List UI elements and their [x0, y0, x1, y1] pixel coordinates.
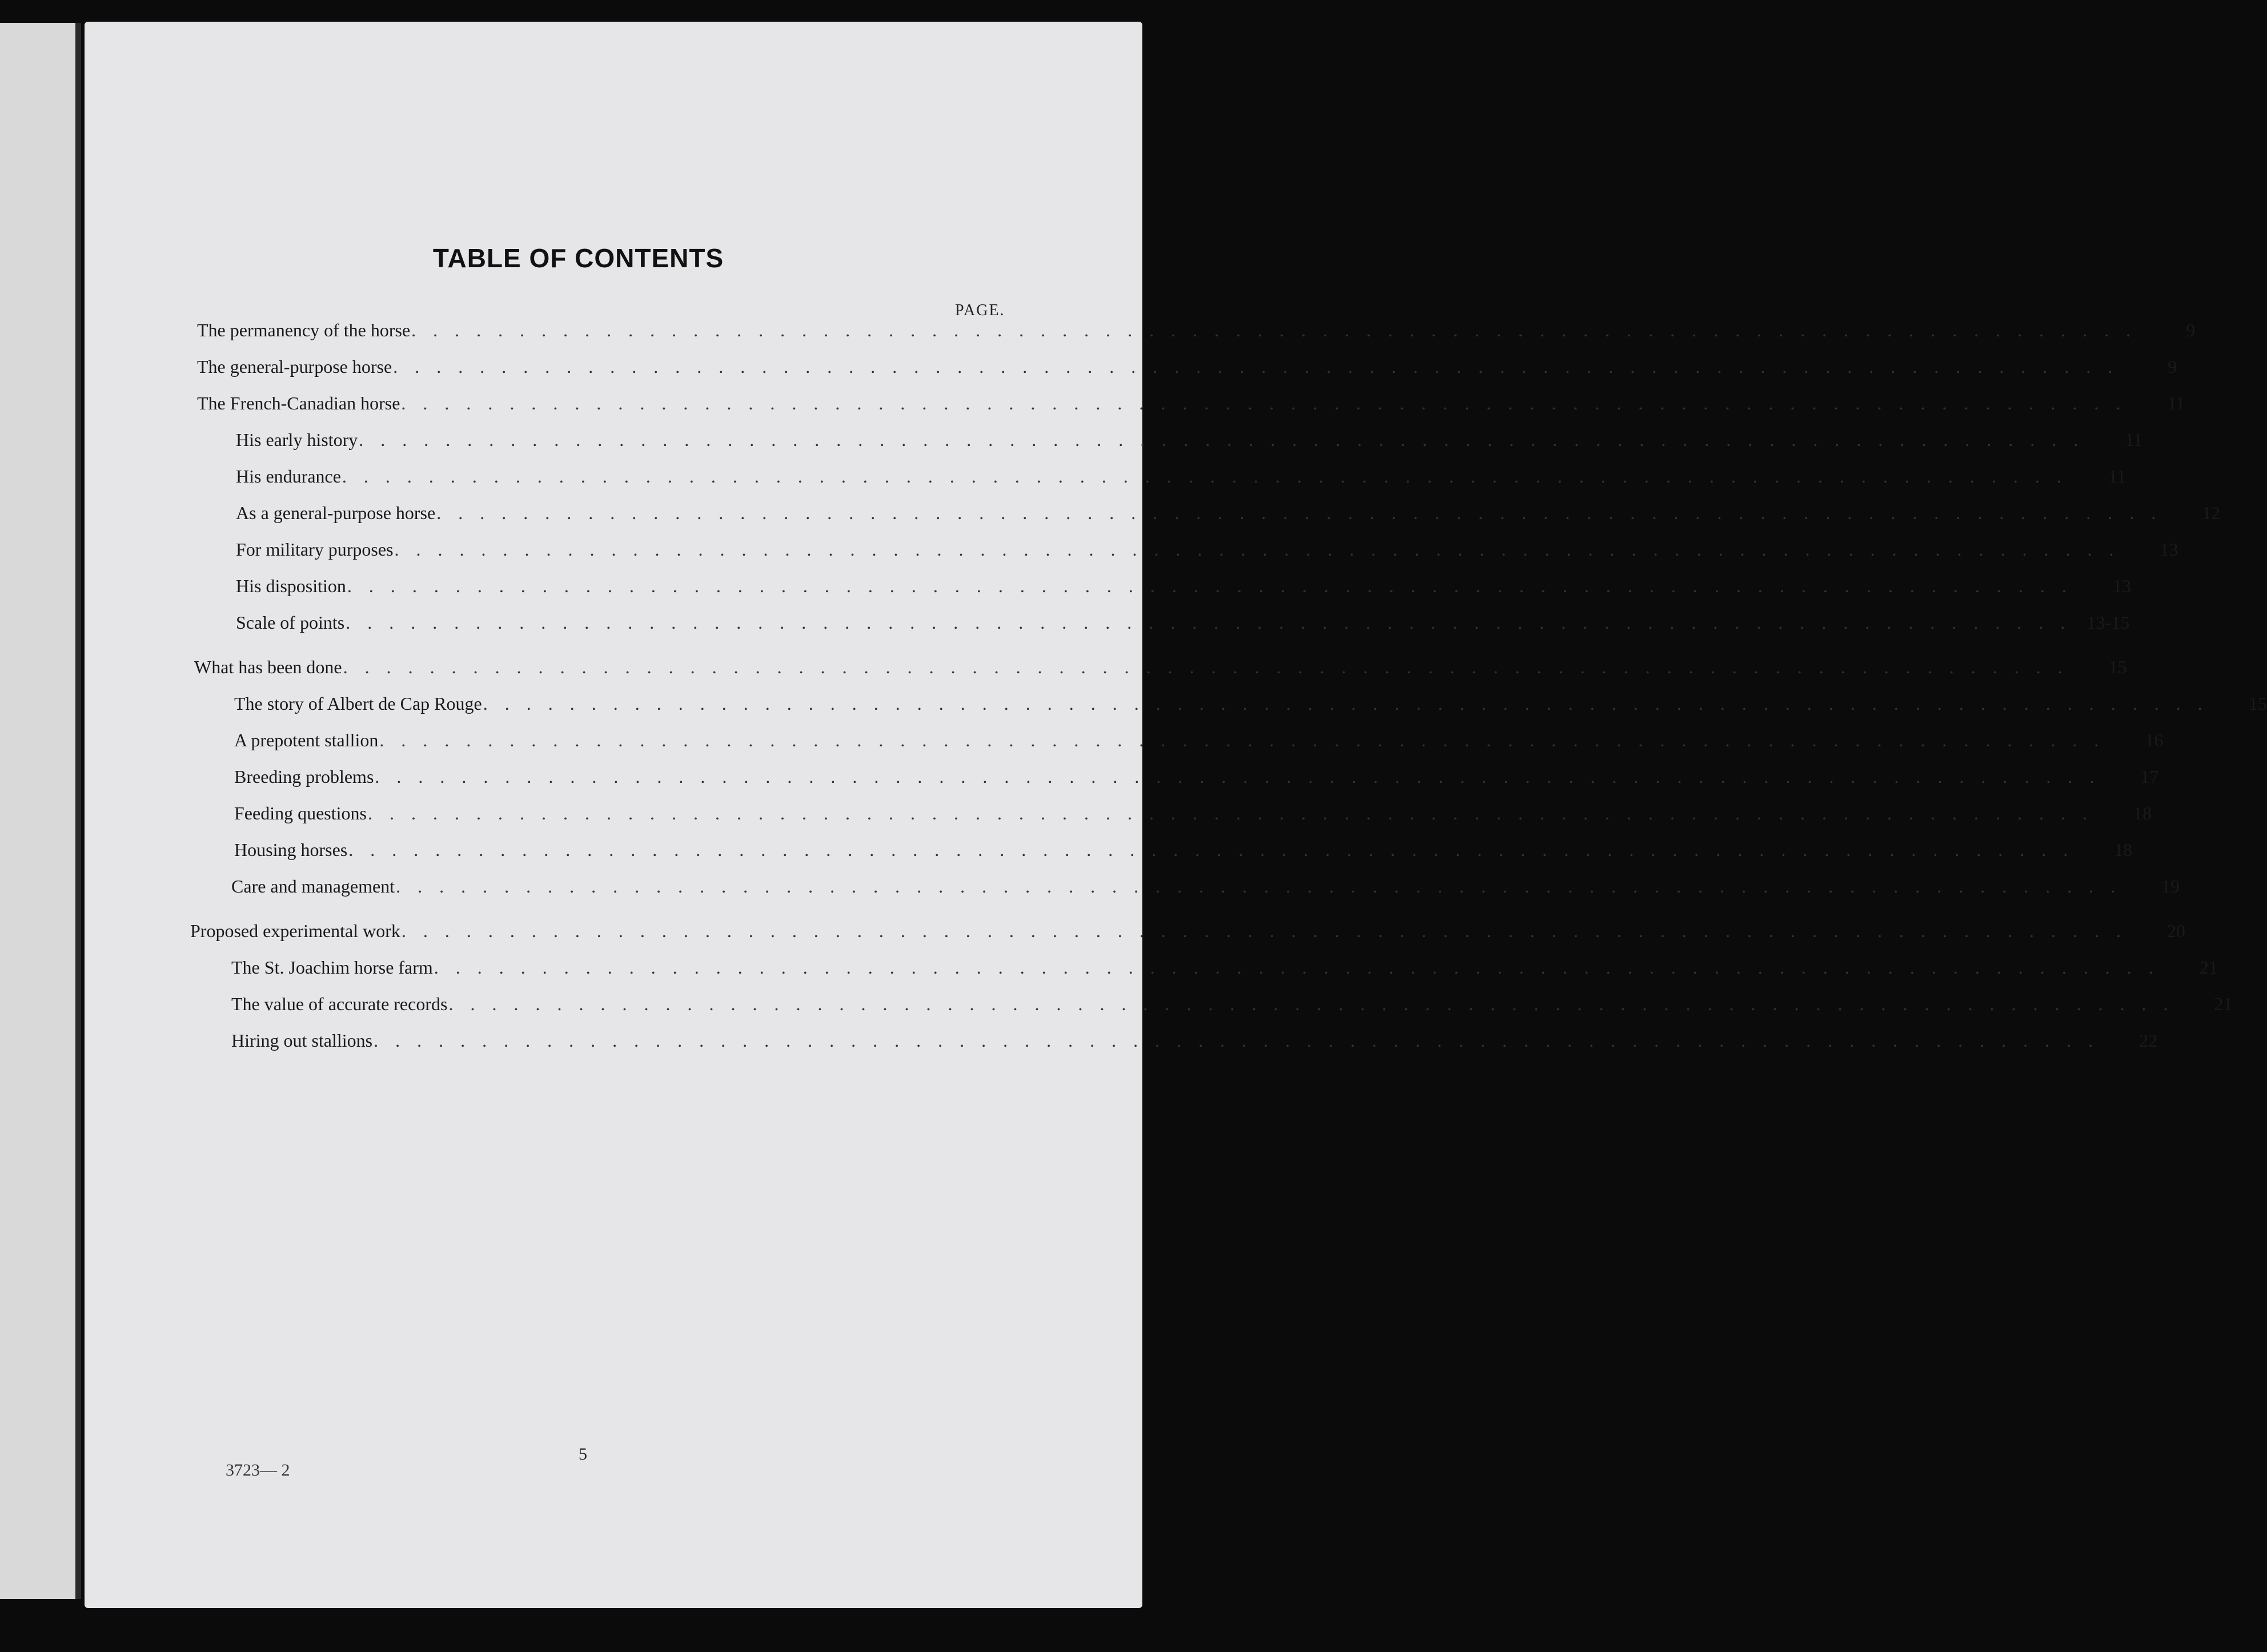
- toc-entry-label: Care and management: [231, 876, 395, 897]
- dot-leader: [395, 539, 2120, 560]
- toc-entry: [0, 320, 2196, 345]
- toc-entry: [0, 393, 2185, 418]
- page-number: 5: [579, 1445, 587, 1464]
- toc-entry: [0, 429, 2143, 455]
- toc-entry: [0, 839, 2133, 865]
- dot-leader: [402, 921, 2127, 942]
- toc-entry-label: The St. Joachim horse farm: [231, 957, 433, 978]
- toc-entry: [0, 503, 2221, 528]
- toc-entry-page: 13: [2112, 576, 2131, 596]
- toc-entry-label: As a general-purpose horse: [236, 503, 436, 523]
- dot-leader: [483, 693, 2209, 714]
- toc-entry-label: What has been done: [194, 657, 342, 677]
- toc-entry-page: 15: [2248, 693, 2267, 714]
- dot-leader: [342, 466, 2068, 487]
- dot-leader: [379, 730, 2105, 751]
- dot-leader: [401, 393, 2126, 414]
- toc-entry: [0, 766, 2159, 791]
- dot-leader: [411, 320, 2137, 341]
- toc-entry-page: 13: [2160, 539, 2178, 560]
- toc-entry-page: 17: [2140, 766, 2159, 787]
- toc-entry-page: 11: [2167, 393, 2185, 413]
- toc-entry-label: Housing horses: [234, 839, 348, 860]
- dot-leader: [343, 657, 2069, 678]
- toc-entry-label: His early history: [236, 429, 358, 450]
- toc-entry-label: The French-Canadian horse: [197, 393, 400, 413]
- toc-entry-page: 11: [2108, 466, 2126, 487]
- toc-entry-page: 21: [2199, 957, 2218, 978]
- toc-entry: [0, 539, 2178, 564]
- dot-leader: [368, 803, 2093, 824]
- toc-entry-page: 12: [2202, 503, 2221, 523]
- toc-entry: [0, 612, 2130, 637]
- toc-entry: [0, 730, 2164, 755]
- dot-leader: [448, 994, 2174, 1015]
- toc-entry-label: The value of accurate records: [231, 994, 448, 1014]
- toc-entry: [0, 994, 2233, 1019]
- toc-entry-label: Feeding questions: [234, 803, 367, 823]
- toc-entry: [0, 657, 2127, 682]
- toc-entry-label: For military purposes: [236, 539, 394, 560]
- dot-leader: [359, 429, 2084, 451]
- toc-entry: [0, 466, 2126, 491]
- toc-entry: [0, 693, 2267, 718]
- toc-entry-label: Hiring out stallions: [231, 1030, 373, 1051]
- toc-entry: [0, 957, 2218, 982]
- dot-leader: [396, 876, 2121, 897]
- toc-entry: [0, 1030, 2158, 1055]
- footer-signature-code: 3723— 2: [226, 1461, 290, 1480]
- toc-entry-page: 20: [2166, 921, 2185, 941]
- toc-entry-label: Breeding problems: [234, 766, 374, 787]
- dot-leader: [434, 957, 2160, 978]
- dot-leader: [348, 839, 2074, 861]
- toc-entry: [0, 921, 2185, 946]
- dot-leader: [374, 1030, 2099, 1051]
- toc-entry-label: The general-purpose horse: [197, 356, 392, 377]
- toc-entry-page: 15: [2108, 657, 2127, 677]
- toc-entry-page: 9: [2168, 356, 2177, 377]
- page-column-header: PAGE.: [955, 302, 1005, 319]
- toc-entry: [0, 356, 2177, 381]
- dot-leader: [346, 612, 2071, 633]
- toc-entry-page: 13-15: [2087, 612, 2130, 633]
- toc-entry-page: 16: [2145, 730, 2164, 750]
- toc-entry-page: 18: [2133, 803, 2152, 823]
- toc-entry-label: The permanency of the horse: [197, 320, 411, 340]
- toc-entry-label: Proposed experimental work: [190, 921, 400, 941]
- toc-entry-page: 9: [2186, 320, 2196, 340]
- toc-entry: [0, 576, 2131, 601]
- toc-entry-label: A prepotent stallion: [234, 730, 379, 750]
- dot-leader: [375, 766, 2100, 787]
- toc-entry-page: 11: [2125, 429, 2143, 450]
- page-title: TABLE OF CONTENTS: [432, 243, 724, 273]
- dot-leader: [393, 356, 2118, 377]
- toc-entry: [0, 876, 2180, 901]
- toc-entry: [0, 803, 2152, 828]
- toc-entry-page: 22: [2139, 1030, 2158, 1051]
- toc-entry-label: His endurance: [236, 466, 341, 487]
- dot-leader: [347, 576, 2073, 597]
- toc-entry-label: His disposition: [236, 576, 346, 596]
- dot-leader: [436, 503, 2162, 524]
- toc-entry-label: Scale of points: [236, 612, 345, 633]
- toc-entry-page: 18: [2114, 839, 2133, 860]
- toc-entry-label: The story of Albert de Cap Rouge: [234, 693, 482, 714]
- toc-entry-page: 21: [2214, 994, 2233, 1014]
- toc-entry-page: 19: [2161, 876, 2180, 897]
